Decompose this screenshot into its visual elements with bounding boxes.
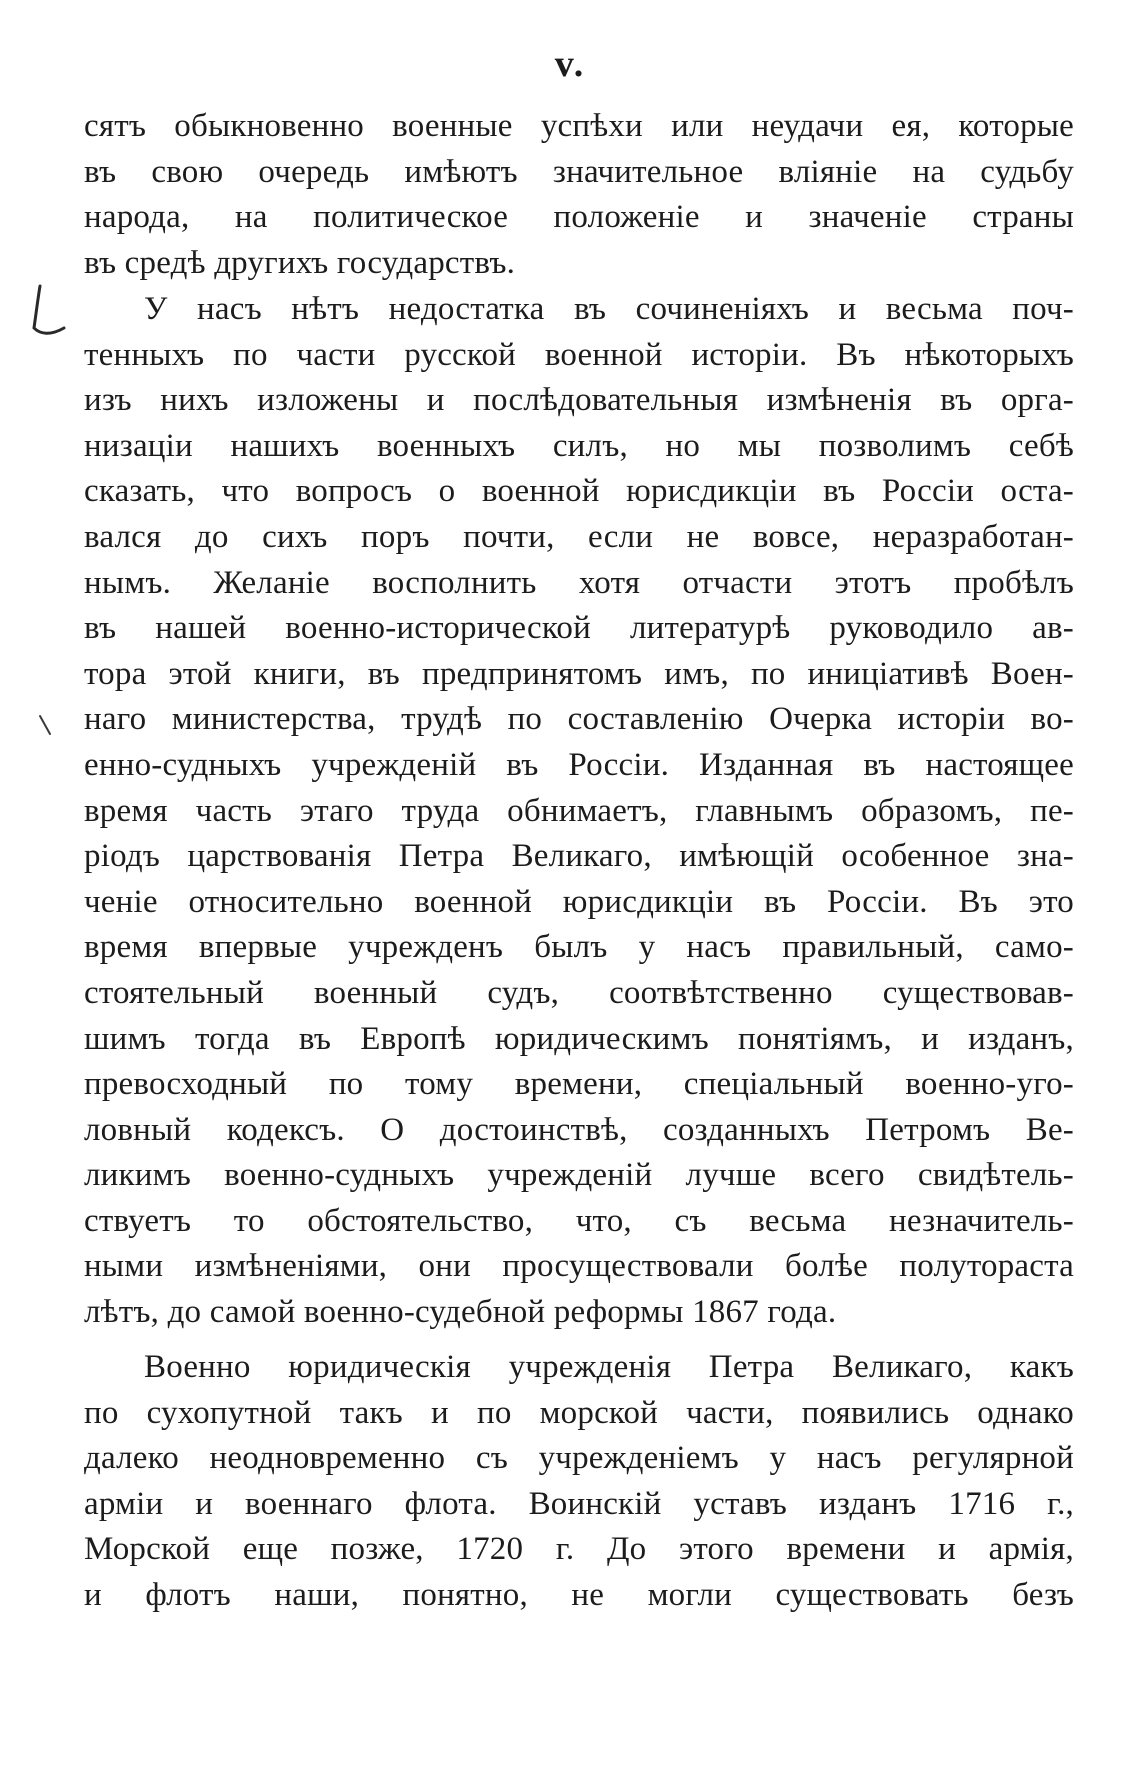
text-line: арміи и военнаго флота. Воинскій уставъ изданъ 1716 г., <box>84 1485 1074 1522</box>
text-line: низаціи нашихъ военныхъ силъ, но мы позволимъ себѣ <box>84 427 1074 464</box>
text-line: сятъ обыкновенно военные успѣхи или неудачи ея, которые <box>84 108 1074 144</box>
text-line: далеко неодновременно съ учрежденіемъ у насъ регулярной <box>84 1440 1074 1477</box>
text-line: ликимъ военно-судныхъ учрежденій лучше всего свидѣтель- <box>84 1157 1074 1194</box>
text-line: вался до сихъ поръ почти, если не вовсе, неразработан- <box>84 518 1074 555</box>
paragraph-continued <box>84 104 1074 286</box>
text-line: въ свою очередь имѣютъ значительное вліяніе на судьбу <box>84 153 1074 190</box>
page-number: v. <box>554 43 586 85</box>
text-line: тора этой книги, въ предпринятомъ имъ, по иниціативѣ Воен- <box>84 655 1074 692</box>
text-line: въ нашей военно-исторической литературѣ руководило ав- <box>84 610 1074 647</box>
tick-mark-stroke <box>40 716 50 734</box>
text-line: время впервые учрежденъ былъ у насъ правильный, само- <box>84 929 1074 966</box>
paragraph-military-jurisdiction <box>84 287 1074 1336</box>
check-mark-stroke <box>34 286 64 333</box>
text-line: превосходный по тому времени, спеціальный военно-уго- <box>84 1066 1074 1103</box>
text-line: время часть этаго труда обнимаетъ, главнымъ образомъ, пе- <box>84 792 1074 829</box>
text-line: и флотъ наши, понятно, не могли существовать безъ <box>84 1576 1074 1613</box>
text-line: сказать, что вопросъ о военной юрисдикціи въ Россіи оста- <box>84 473 1074 510</box>
text-line: по сухопутной такъ и по морской части, появились однако <box>84 1394 1074 1431</box>
text-line: Военно юридическія учрежденія Петра Великаго, какъ <box>144 1349 1074 1385</box>
text-line: енно-судныхъ учрежденій въ Россіи. Изданная въ настоящее <box>84 746 1074 783</box>
text-line: ствуетъ то обстоятельство, что, съ весьма незначитель- <box>84 1202 1074 1239</box>
text-line: въ средѣ другихъ государствъ. <box>84 244 516 281</box>
text-line: шимъ тогда въ Европѣ юридическимъ понятіямъ, и изданъ, <box>84 1020 1074 1057</box>
paragraph-peter-institutions <box>84 1345 1074 1619</box>
text-line: народа, на политическое положеніе и значеніе страны <box>84 199 1074 236</box>
text-line: изъ нихъ изложены и послѣдовательныя измѣненія въ орга- <box>84 382 1074 419</box>
text-line: ріодъ царствованія Петра Великаго, имѣющій особенное зна- <box>84 838 1074 875</box>
pencil-tick-mark <box>36 712 56 738</box>
text-line: нымъ. Желаніе восполнить хотя отчасти этотъ пробѣлъ <box>84 564 1074 601</box>
text-line: ченіе относительно военной юрисдикціи въ Россіи. Въ это <box>84 883 1074 920</box>
text-line: ными измѣненіями, они просуществовали болѣе полутораста <box>84 1248 1074 1285</box>
text-line: У насъ нѣтъ недостатка въ сочиненіяхъ и весьма поч- <box>144 291 1074 327</box>
text-line: наго министерства, трудѣ по составленію Очерка исторіи во- <box>84 701 1074 738</box>
text-line: ловный кодексъ. О достоинствѣ, созданныхъ Петромъ Ве- <box>84 1111 1074 1148</box>
text-line: лѣтъ, до самой военно-судебной реформы 1867 года. <box>84 1294 837 1331</box>
text-line: Морской еще позже, 1720 г. До этого времени и армія, <box>84 1531 1074 1568</box>
pencil-check-mark <box>26 278 70 348</box>
text-line: тенныхъ по части русской военной исторіи. Въ нѣкоторыхъ <box>84 336 1074 373</box>
text-line: стоятельный военный судъ, соотвѣтственно существовав- <box>84 974 1074 1011</box>
